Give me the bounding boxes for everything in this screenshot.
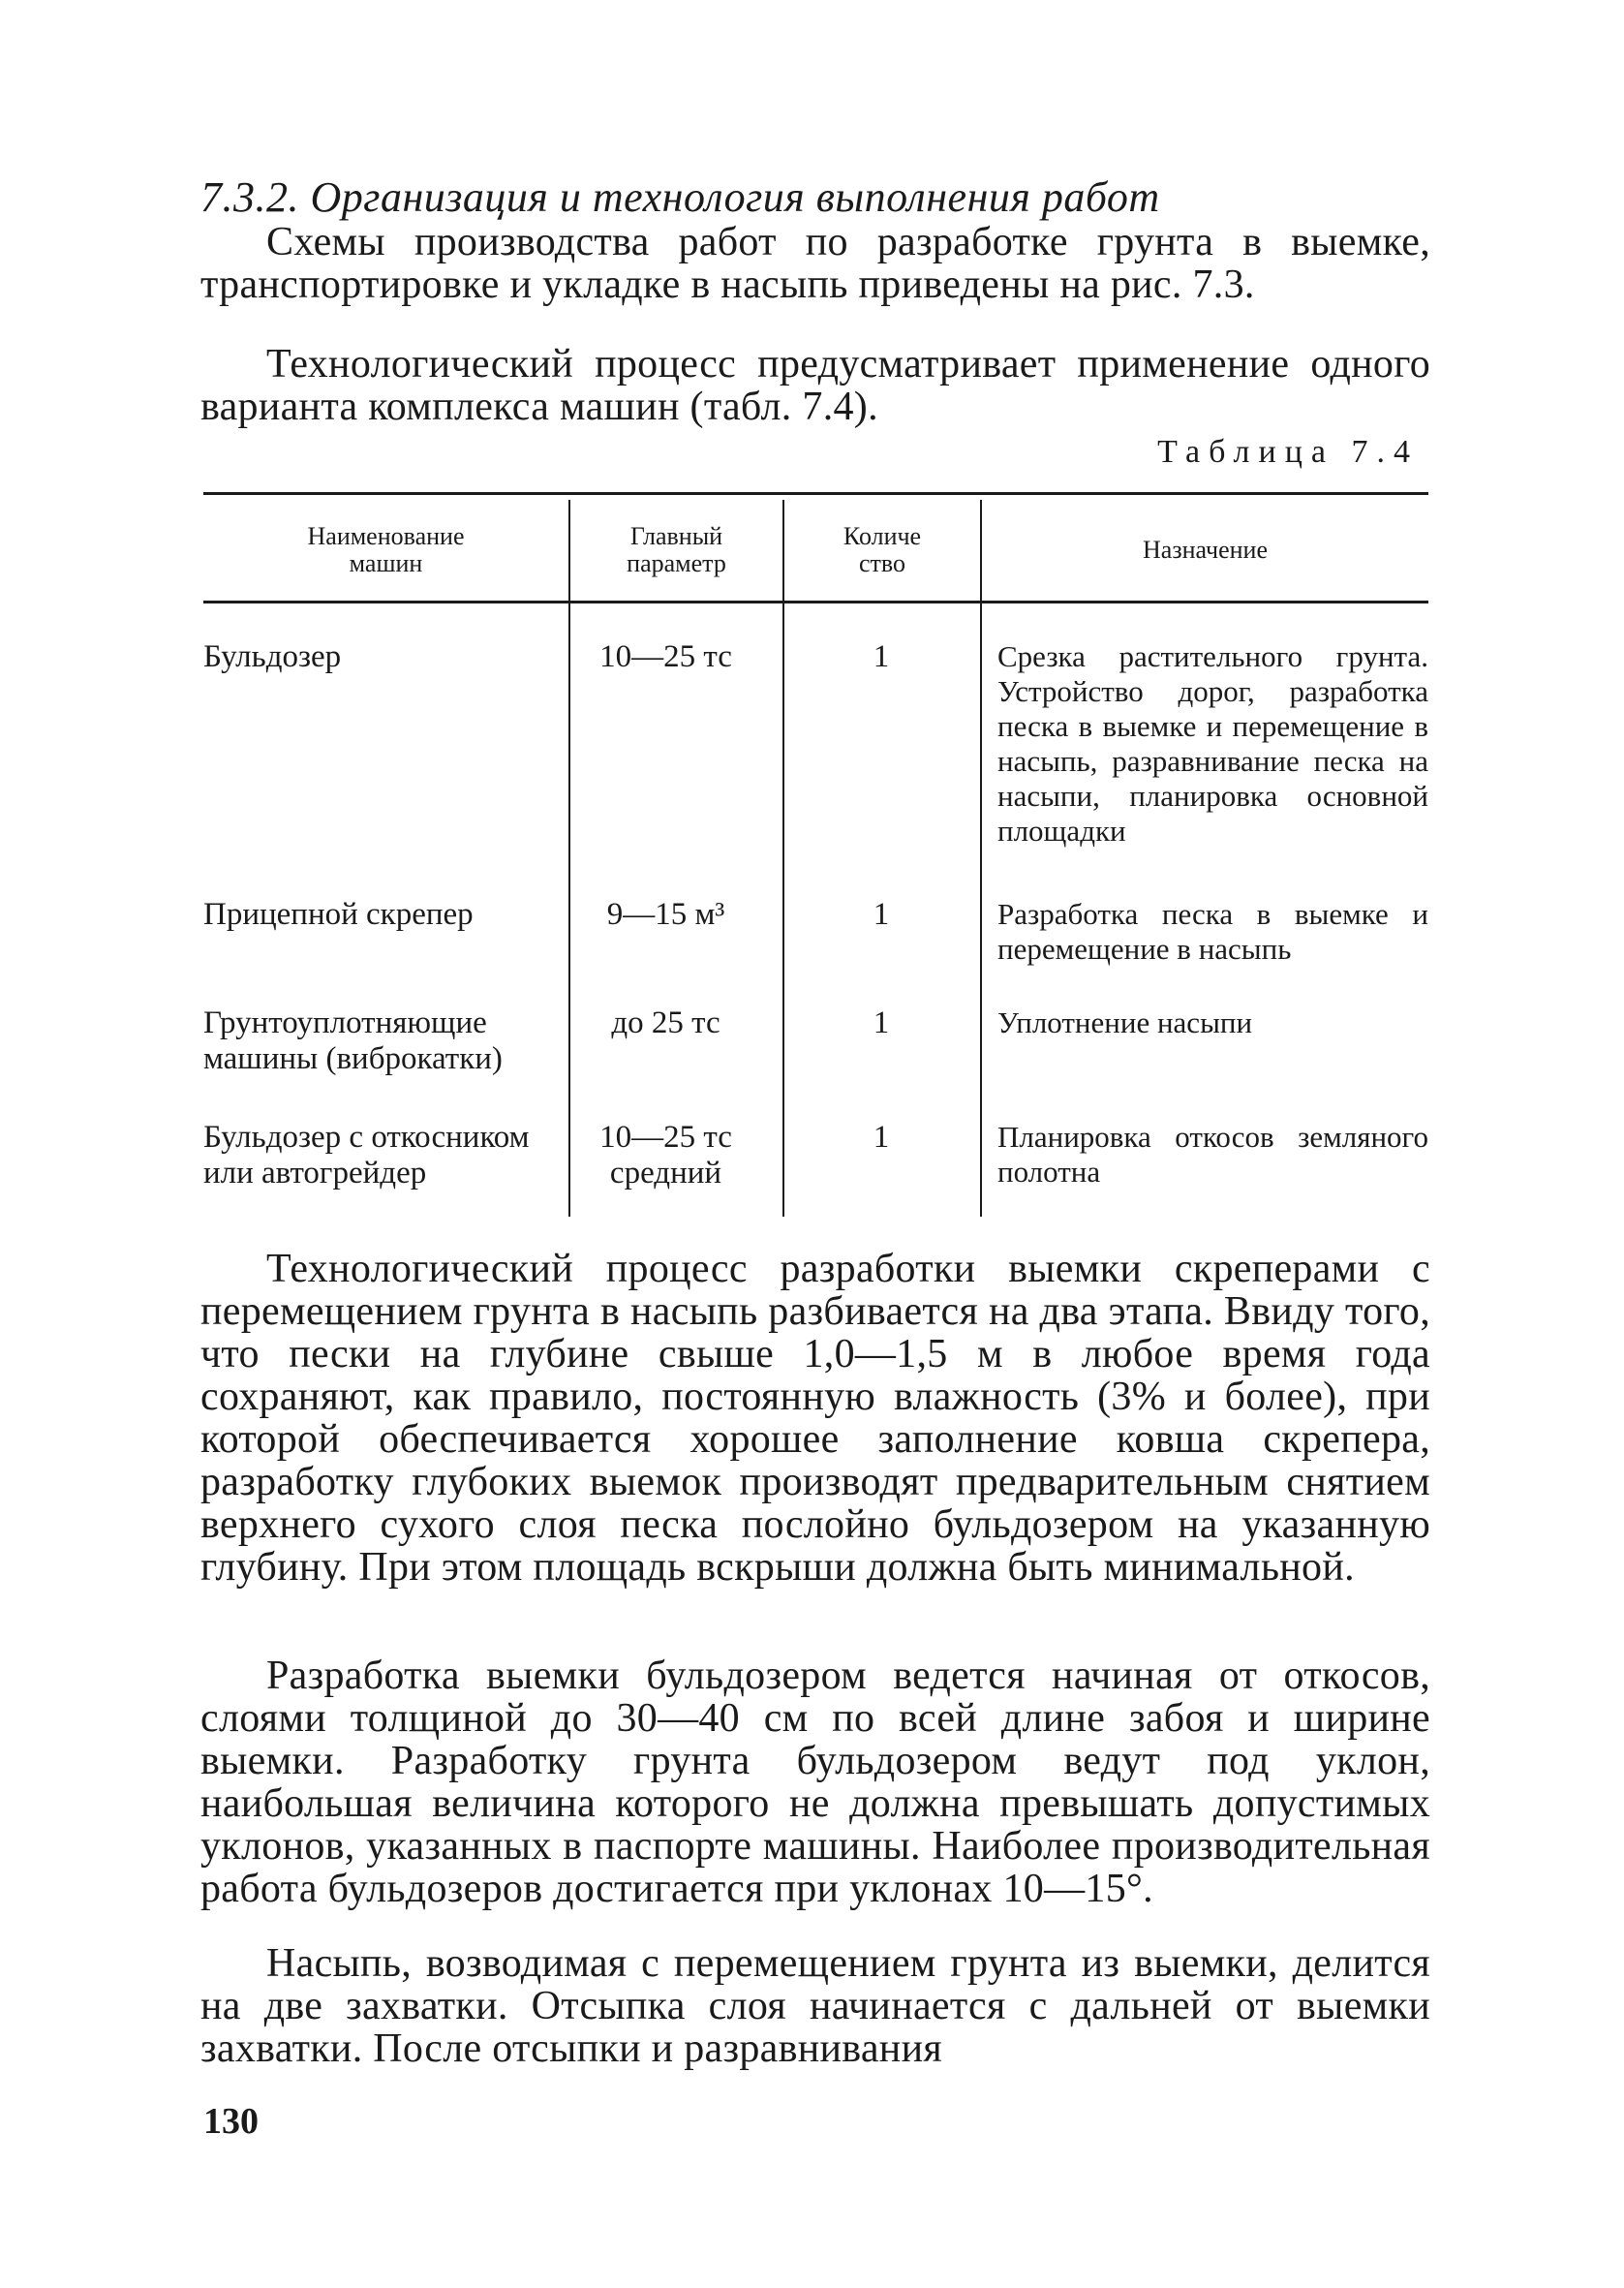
header-name [203, 504, 568, 597]
row-2-purpose: Разработка песка в выемке и перемещение в насыпь [997, 897, 1428, 966]
row-3-purpose: Уплотнение насыпи [997, 1005, 1253, 1039]
paragraph-bulldozer-excavation: Разработка выемки бульдозером ведется начиная от откосов, слоями толщиной до 30—40 см по всей длине забоя и ширине выемки. Разработку грунта бульдозером ведут под уклон, наибольшая величина которого не должна превышать допустимых уклонов, указанных в паспорте машины. Наиболее производительная работа бульдозеров достигается при уклонах 10—15°. [200, 1654, 1430, 1911]
section-heading: 7.3.2. Организация и технология выполнения работ [200, 173, 1160, 221]
row-1-qty: 1 [873, 639, 890, 674]
column-divider [568, 500, 570, 1217]
paragraph-scheme-reference: Схемы производства работ по разработке грунта в выемке, транспортировке и укладке в насыпь приведены на рис. 7.3. [200, 220, 1430, 307]
header-param-text: Главный параметр [627, 522, 726, 577]
table-top-rule [203, 492, 1428, 495]
row-4-name: Бульдозер с откосником или автогрейдер [203, 1120, 530, 1190]
row-1-param: 10—25 тс [599, 639, 732, 674]
header-name-text: Наименование машин [307, 522, 465, 577]
machines-table [203, 492, 1428, 1221]
row-4-qty: 1 [873, 1120, 890, 1155]
header-purpose-text: Назначение [1143, 536, 1268, 564]
table-header-rule [203, 601, 1428, 603]
paragraph-machine-set: Технологический процесс предусматривает применение одного варианта комплекса машин (табл. 7.4). [200, 342, 1430, 429]
row-4-param: 10—25 тс средний [599, 1120, 732, 1190]
row-2-param: 9—15 м³ [606, 897, 725, 932]
table-caption: Таблица 7.4 [1157, 434, 1419, 470]
header-qty [784, 504, 980, 597]
row-2-qty: 1 [873, 897, 890, 932]
row-3-name: Грунтоуплотняющие машины (виброкатки) [203, 1005, 503, 1076]
row-3-qty: 1 [873, 1005, 890, 1040]
column-divider [782, 500, 784, 1217]
column-divider [980, 500, 982, 1217]
header-qty-text: Количество [843, 522, 922, 577]
page-number: 130 [203, 2101, 259, 2142]
paragraph-two-stages: Технологический процесс разработки выемки скреперами с перемещением грунта в насыпь разбивается на два этапа. Ввиду того, что пески на глубине свыше 1,0—1,5 м в любое время года сохраняют, как правило, постоянную влажность (3% и более), при которой обеспечивается хорошее заполнение ковша скрепера, разработку глубоких выемок производят предварительным снятием верхнего сухого слоя песка послойно бульдозером на указанную глубину. При этом площадь вскрыши должна быть минимальной. [200, 1247, 1430, 1590]
row-4-purpose: Планировка откосов земляного полотна [997, 1120, 1428, 1189]
header-purpose [982, 504, 1428, 597]
row-1-purpose: Срезка растительного грунта. Устройство дорог, разработка песка в выемке и перемещение в насыпь, разравнивание песка на насыпи, планировка основной площадки [997, 639, 1428, 848]
row-2-name: Прицепной скрепер [203, 897, 474, 932]
paragraph-embankment: Насыпь, возводимая с перемещением грунта из выемки, делится на две захватки. Отсыпка слоя начинается с дальней от выемки захватки. После отсыпки и разравнивания [200, 1941, 1430, 2071]
row-1-name: Бульдозер [203, 639, 342, 674]
row-3-param: до 25 тс [611, 1005, 720, 1040]
header-param [570, 504, 782, 597]
